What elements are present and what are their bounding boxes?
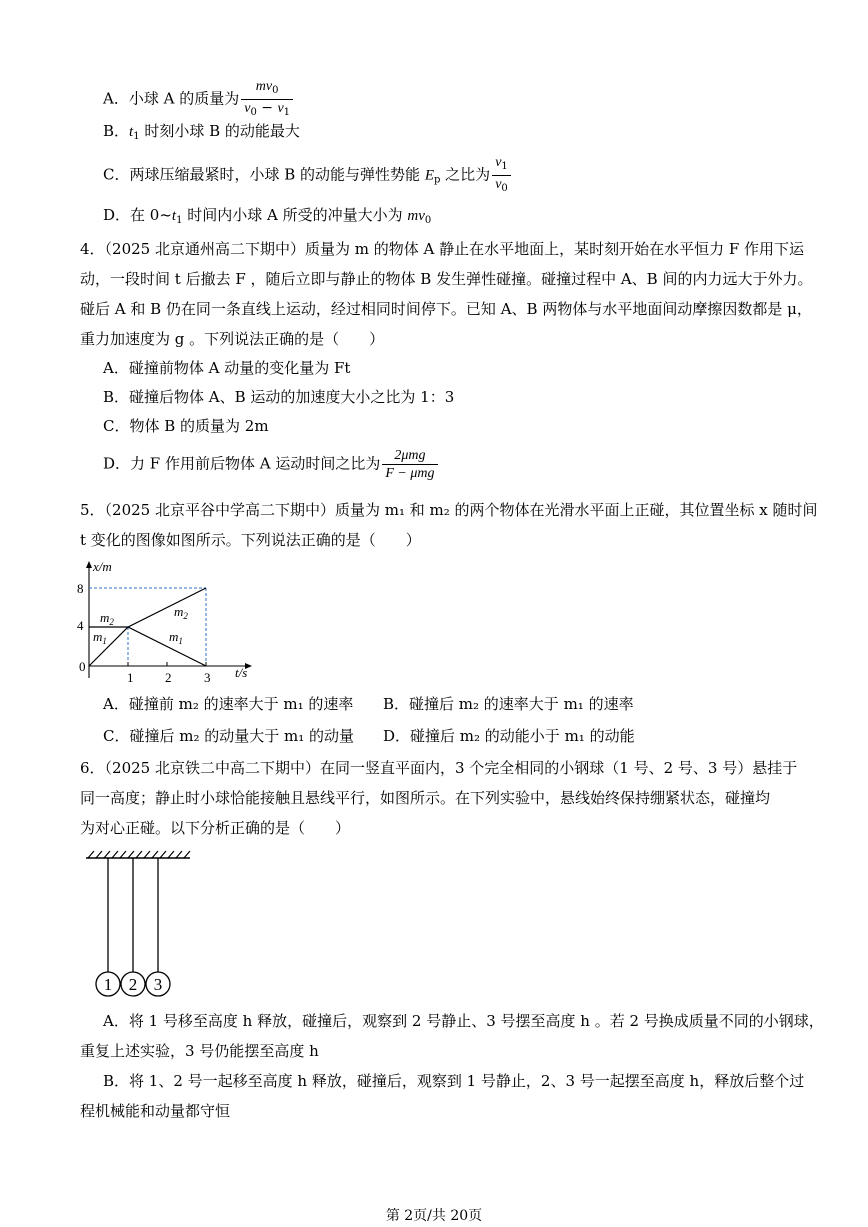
page-number: 第 2页/共 20页 [385, 1208, 483, 1224]
q4-option-b: B．碰撞后物体 A、B 运动的加速度大小之比为 1：3 [103, 388, 455, 406]
q6-pendulum-figure [82, 848, 202, 998]
ball-3-label: 3 [153, 975, 163, 994]
q3-option-c-fraction: $\frac{v_1}{v_0}$ [492, 154, 511, 197]
label-m1-after: $m_1$ [169, 629, 183, 646]
q4-option-a: A．碰撞前物体 A 动量的变化量为 Ft [103, 359, 351, 377]
ball-1-label: 1 [103, 975, 113, 994]
q5-option-c: C．碰撞后 m₂ 的动量大于 m₁ 的动量 [103, 727, 355, 745]
q4-option-c: C．物体 B 的质量为 2m [103, 417, 269, 435]
y-axis-label: x/m [93, 559, 112, 574]
q4-stem-line-4: 重力加速度为 g 。下列说法正确的是（ ） [80, 330, 385, 348]
q4-stem-line-3: 碰后 A 和 B 仍在同一条直线上运动，经过相同时间停下。已知 A、B 两物体与水平地面间动摩擦因数都是 μ， [80, 300, 812, 318]
x-tick-1: 1 [127, 670, 134, 685]
q3-option-c: C．两球压缩最紧时，小球 B 的动能与弹性势能 $E_p$ 之比为 $\frac{v_1}{v_0}$ [103, 154, 513, 197]
y-tick-0: 0 [79, 659, 86, 674]
q5-option-b: B．碰撞后 m₂ 的速率大于 m₁ 的速率 [383, 695, 634, 713]
x-tick-2: 2 [165, 670, 172, 685]
q5-option-a: A．碰撞前 m₂ 的速率大于 m₁ 的速率 [103, 695, 354, 713]
q6-stem-line-1: 6．（2025 北京铁二中高二下期中）在同一竖直平面内，3 个完全相同的小钢球（1 号、2 号、3 号）悬挂于 [80, 759, 798, 777]
x-axis-label: t/s [235, 665, 248, 680]
label-m2-before: $m_2$ [100, 610, 114, 627]
q4-stem-line-1: 4．（2025 北京通州高二下期中）质量为 m 的物体 A 静止在水平地面上，某时刻开始在水平恒力 F 作用下运 [80, 240, 805, 258]
q5-stem-line-1: 5．（2025 北京平谷中学高二下期中）质量为 m₁ 和 m₂ 的两个物体在光滑水平面上正碰，其位置坐标 x 随时间 [80, 501, 818, 519]
series-line-m1 [89, 627, 206, 666]
q4-option-d: D．力 F 作用前后物体 A 运动时间之比为 $\frac{\text{2μmg}}{\text{F − μmg}}$ [103, 447, 440, 482]
q3-option-a-fraction: $\frac{mv_0}{v_0 - v_1}$ [241, 78, 293, 121]
q6-option-a-line-2: 重复上述实验，3 号仍能摆至高度 h [80, 1042, 319, 1060]
q4-option-d-fraction: $\frac{\text{2μmg}}{\text{F − μmg}}$ [382, 447, 437, 482]
x-tick-3: 3 [204, 670, 211, 685]
ceiling-hatch [88, 851, 190, 858]
q4-stem-line-2: 动，一段时间 t 后撤去 F ，随后立即与静止的物体 B 发生弹性碰撞。碰撞过程中 A、B 间的内力远大于外力。 [80, 270, 813, 288]
q5-stem-line-2: t 变化的图像如图所示。下列说法正确的是（ ） [80, 531, 421, 549]
q6-option-b-line-2: 程机械能和动量都守恒 [80, 1102, 231, 1120]
label-m1-before: $m_1$ [93, 629, 107, 646]
q5-xt-graph [72, 558, 262, 688]
y-tick-8: 8 [77, 581, 84, 596]
y-tick-4: 4 [77, 618, 84, 633]
q3-option-d: D．在 $0\sim t_1$ 时间内小球 A 所受的冲量大小为 $mv_0$ [103, 206, 432, 226]
q5-option-d: D．碰撞后 m₂ 的动能小于 m₁ 的动能 [383, 727, 635, 745]
ball-2-label: 2 [128, 975, 138, 994]
q3-option-a: A．小球 A 的质量为 $\frac{mv_0}{v_0 - v_1}$ [103, 78, 295, 121]
q6-option-a-line-1: A．将 1 号移至高度 h 释放，碰撞后，观察到 2 号静止、3 号摆至高度 h 。若 2 号换成质量不同的小钢球， [103, 1012, 824, 1030]
q6-option-b-line-1: B．将 1、2 号一起移至高度 h 释放，碰撞后，观察到 1 号静止，2、3 号一起摆至高度 h，释放后整个过 [103, 1072, 805, 1090]
label-m2-after: $m_2$ [174, 604, 188, 621]
q6-stem-line-3: 为对心正碰。以下分析正确的是（ ） [80, 819, 351, 837]
q3-option-b: B．$t_1$ 时刻小球 B 的动能最大 [103, 122, 300, 142]
q6-stem-line-2: 同一高度；静止时小球恰能接触且悬线平行，如图所示。在下列实验中，悬线始终保持绷紧状态，碰撞均 [80, 789, 771, 807]
y-axis-arrow [86, 561, 92, 568]
